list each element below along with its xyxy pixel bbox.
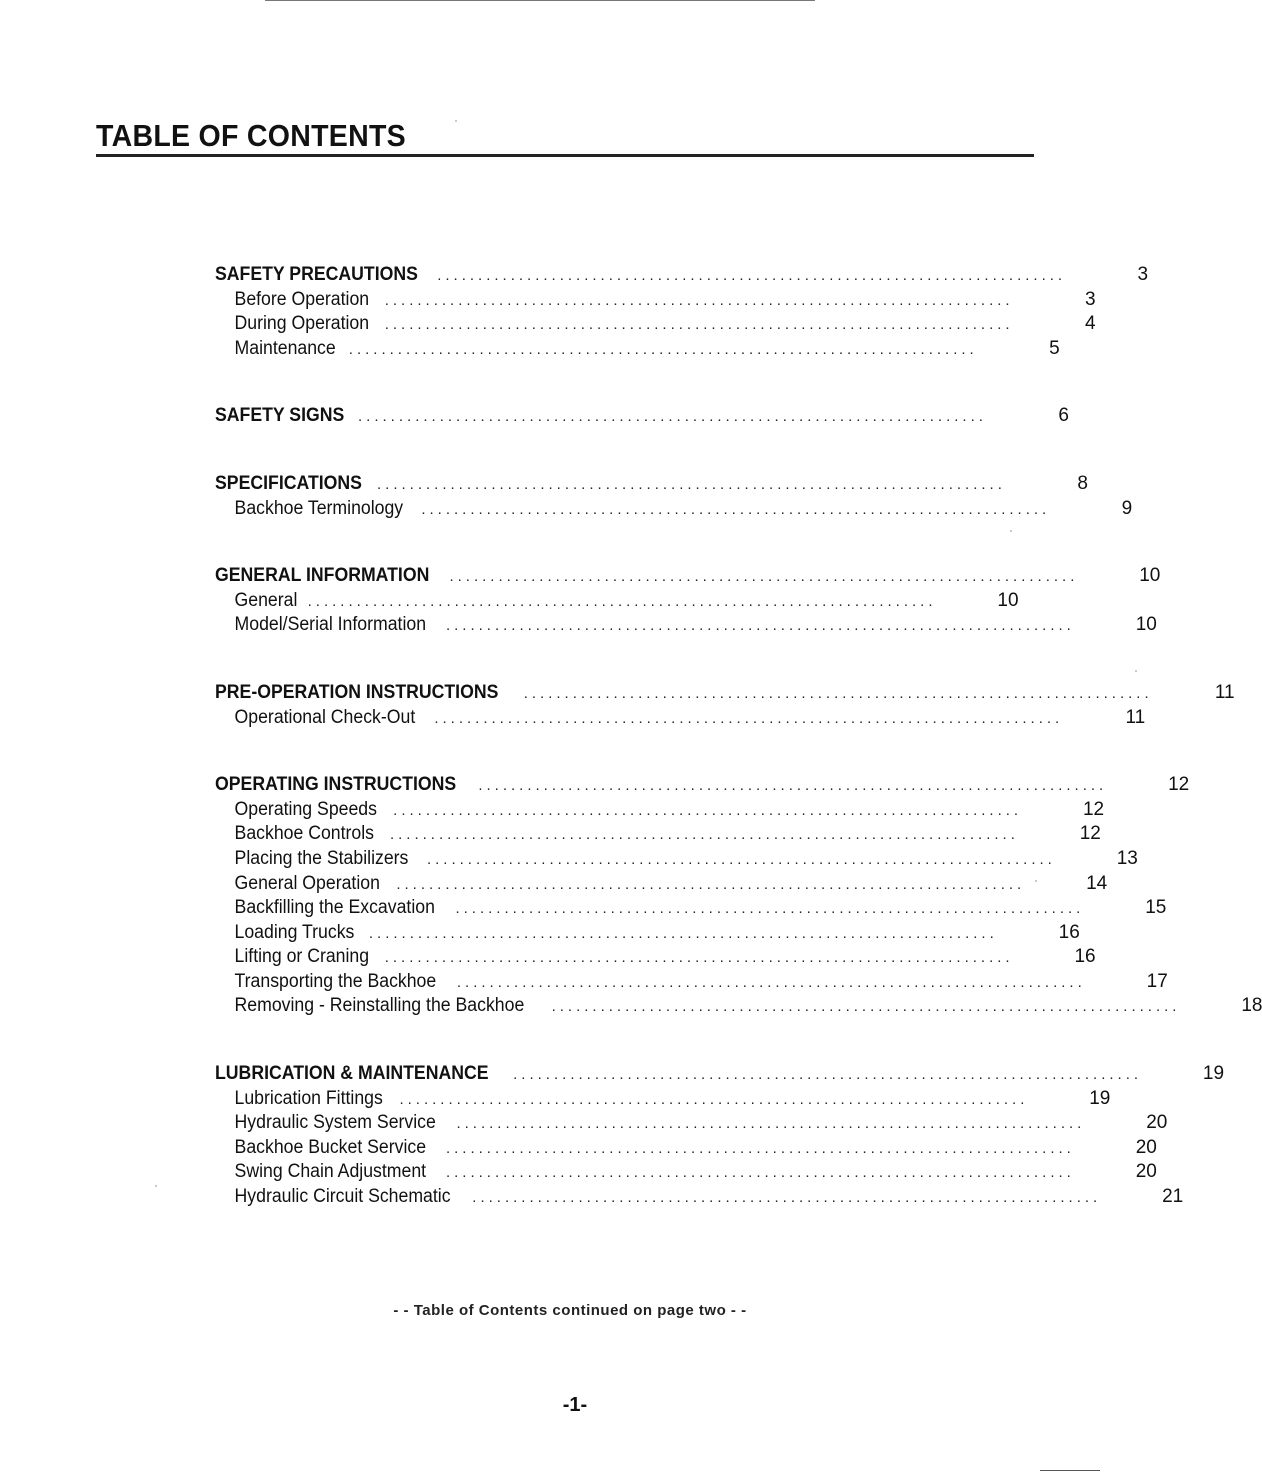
scan-speck: [155, 1185, 157, 1187]
page-ref: 12: [1079, 823, 1101, 845]
dot-leader: .............................................................................: [445, 617, 1075, 635]
toc-section: [215, 681, 1235, 731]
page-ref: 11: [1125, 706, 1146, 728]
entry-title: Loading Trucks: [234, 921, 355, 943]
page-ref: 10: [1135, 614, 1157, 636]
dot-leader: .............................................................................: [396, 875, 1026, 893]
entry-title: Lubrication Fittings: [234, 1087, 383, 1109]
dot-leader: .............................................................................: [455, 900, 1085, 918]
toc-section: [215, 1063, 1225, 1211]
dot-leader: .............................................................................: [478, 777, 1108, 795]
toc-section-heading: [215, 681, 1235, 707]
page-ref: 12: [1168, 774, 1190, 796]
dot-leader: .............................................................................: [421, 500, 1051, 518]
toc-entry: [215, 614, 1157, 639]
toc-section-heading: [215, 264, 1149, 289]
page-ref: 5: [1049, 337, 1060, 359]
toc-section: [215, 565, 1161, 639]
toc-entry: [215, 288, 1096, 314]
dot-leader: .............................................................................: [472, 1189, 1102, 1207]
page-ref: 19: [1089, 1087, 1111, 1109]
dot-leader: .............................................................................: [389, 826, 1019, 844]
dot-leader: .............................................................................: [393, 801, 1023, 819]
dot-leader: .............................................................................: [426, 850, 1056, 868]
toc-entry: [215, 798, 1105, 824]
dot-leader: .............................................................................: [384, 316, 1014, 334]
toc-section-heading: [215, 1063, 1225, 1088]
page-ref: 19: [1202, 1063, 1225, 1085]
toc-entry: [215, 872, 1108, 898]
entry-title: Lifting or Craning: [234, 946, 370, 968]
entry-title: Hydraulic Circuit Schematic: [234, 1186, 451, 1208]
toc-entry: [215, 1112, 1168, 1137]
dot-leader: .............................................................................: [449, 568, 1079, 586]
page-ref: 14: [1086, 872, 1108, 894]
dot-leader: .............................................................................: [307, 592, 937, 610]
scan-speck: [1035, 880, 1037, 882]
page-ref: 16: [1074, 946, 1096, 968]
entry-title: General Operation: [234, 872, 380, 894]
page-ref: 10: [997, 589, 1019, 611]
entry-title: Removing - Reinstalling the Backhoe: [234, 995, 525, 1017]
toc-section-heading: [215, 405, 1069, 430]
entry-title: Backhoe Bucket Service: [234, 1136, 427, 1158]
page-title: TABLE OF CONTENTS: [96, 118, 406, 153]
toc-entry: [215, 921, 1080, 947]
continued-note: - - Table of Contents continued on page two - -: [393, 1302, 747, 1319]
page-ref: 8: [1077, 472, 1088, 494]
dot-leader: .............................................................................: [523, 684, 1153, 702]
toc-section-heading: [215, 565, 1161, 590]
dot-leader: .............................................................................: [384, 949, 1014, 967]
title-underline: [96, 154, 1034, 157]
toc-entry: [215, 946, 1096, 971]
page-ref: 20: [1135, 1161, 1157, 1183]
page-ref: 20: [1135, 1136, 1157, 1158]
toc-entry: [215, 995, 1262, 1020]
page-ref: 18: [1241, 995, 1262, 1017]
section-title: OPERATING INSTRUCTIONS: [215, 774, 457, 796]
section-title: SAFETY PRECAUTIONS: [215, 264, 418, 285]
page-ref: 3: [1085, 288, 1096, 310]
dot-leader: .............................................................................: [377, 475, 1006, 493]
section-title: PRE-OPERATION INSTRUCTIONS: [215, 681, 499, 703]
dot-leader: .............................................................................: [456, 973, 1086, 991]
toc-section: [215, 405, 1069, 430]
toc-entry: [215, 589, 1019, 615]
dot-leader: .............................................................................: [551, 998, 1181, 1016]
toc-entry: [215, 313, 1096, 338]
page-ref: 9: [1121, 497, 1133, 519]
page-ref: 15: [1145, 897, 1167, 919]
toc-entry: [215, 897, 1167, 922]
dot-leader: .............................................................................: [513, 1066, 1143, 1084]
entry-title: Model/Serial Information: [234, 614, 427, 636]
entry-title: Hydraulic System Service: [234, 1112, 436, 1134]
top-edge-rule: [265, 0, 815, 1]
entry-title: Placing the Stabilizers: [234, 847, 409, 869]
toc-section-heading: [215, 774, 1190, 799]
bottom-edge-rule: [1040, 1470, 1100, 1471]
section-title: GENERAL INFORMATION: [215, 565, 430, 587]
dot-leader: .............................................................................: [434, 709, 1064, 727]
toc-entry: [215, 497, 1133, 523]
entry-title: Before Operation: [234, 288, 370, 310]
page-ref: 12: [1082, 798, 1105, 820]
toc-entry: [215, 1161, 1157, 1186]
dot-leader: .............................................................................: [358, 408, 987, 426]
page-ref: 11: [1214, 681, 1235, 703]
toc-section: [215, 264, 1149, 362]
toc-entry: [215, 823, 1101, 848]
toc-entry: [215, 706, 1146, 732]
page-ref: 10: [1139, 565, 1161, 587]
section-title: SPECIFICATIONS: [215, 472, 362, 494]
dot-leader: .............................................................................: [445, 1139, 1075, 1157]
page-ref: 3: [1137, 264, 1149, 285]
entry-title: During Operation: [234, 313, 370, 335]
dot-leader: .............................................................................: [399, 1090, 1029, 1108]
page-ref: 6: [1058, 405, 1069, 427]
entry-title: Backfilling the Excavation: [234, 897, 435, 919]
page-ref: 21: [1162, 1186, 1184, 1208]
entry-title: Backhoe Terminology: [234, 497, 404, 519]
page-ref: 4: [1085, 313, 1096, 335]
toc-section-heading: [215, 472, 1088, 498]
toc-entry: [215, 1136, 1157, 1162]
toc-entry: [215, 1087, 1111, 1113]
page-ref: 16: [1058, 921, 1080, 943]
dot-leader: .............................................................................: [456, 1115, 1086, 1133]
toc-entry: [215, 337, 1060, 363]
page-ref: 20: [1146, 1112, 1168, 1134]
entry-title: Backhoe Controls: [234, 823, 375, 845]
toc-entry: [215, 970, 1168, 996]
page-ref: 13: [1116, 847, 1138, 869]
dot-leader: .............................................................................: [348, 340, 978, 358]
entry-title: Operational Check-Out: [234, 706, 416, 728]
section-title: SAFETY SIGNS: [215, 405, 345, 427]
entry-title: Swing Chain Adjustment: [234, 1161, 427, 1183]
section-title: LUBRICATION & MAINTENANCE: [215, 1063, 489, 1085]
toc-section: [215, 774, 1262, 1020]
scan-speck: [455, 120, 457, 122]
scan-speck: [1135, 670, 1137, 672]
dot-leader: .............................................................................: [445, 1164, 1075, 1182]
dot-leader: .............................................................................: [437, 267, 1067, 284]
entry-title: Maintenance: [234, 337, 336, 359]
toc-entry: [215, 847, 1138, 873]
page-ref: 17: [1146, 970, 1168, 992]
entry-title: Operating Speeds: [234, 798, 377, 820]
dot-leader: .............................................................................: [384, 291, 1014, 309]
page-number: -1-: [562, 1394, 588, 1416]
table-of-contents: [215, 264, 1262, 1254]
entry-title: General: [234, 589, 298, 611]
scan-speck: [1010, 530, 1012, 532]
toc-section: [215, 472, 1133, 522]
toc-entry: [215, 1186, 1184, 1211]
dot-leader: .............................................................................: [368, 924, 998, 942]
entry-title: Transporting the Backhoe: [234, 970, 437, 992]
